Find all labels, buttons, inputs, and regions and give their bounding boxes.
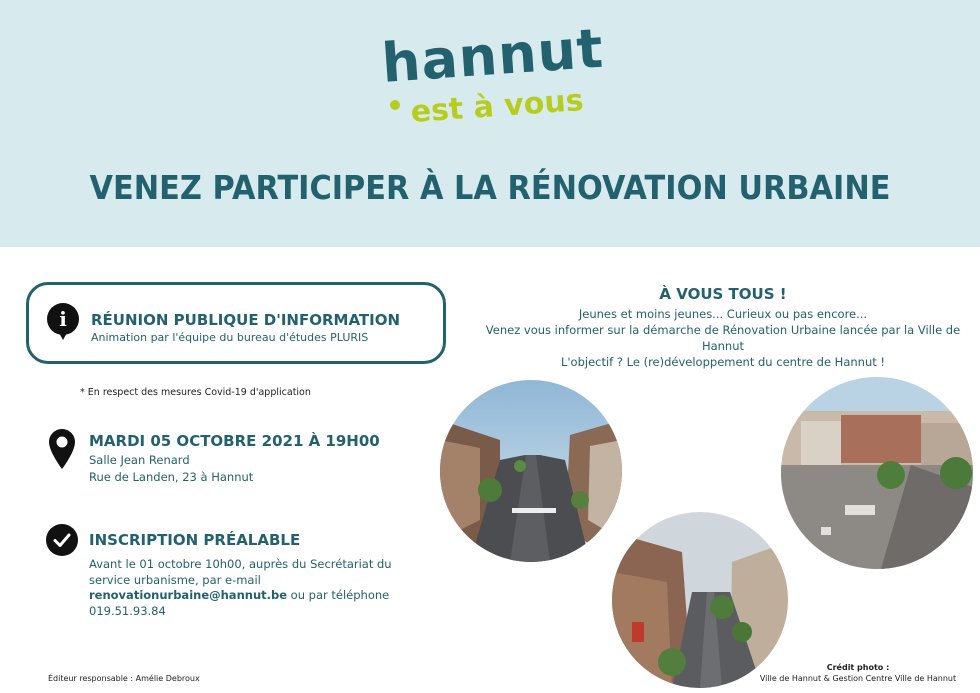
map-pin-icon: [48, 428, 76, 470]
audience-line-1: Jeunes et moins jeunes... Curieux ou pas encore...: [578, 307, 868, 321]
registration-text: [89, 557, 429, 619]
event-venue: Salle Jean Renard: [89, 453, 190, 467]
audience-line-2: Venez vous informer sur la démarche de Rénovation Urbaine lancée par la Ville de Hannut: [485, 323, 961, 353]
registration-email[interactable]: renovationurbaine@hannut.be: [89, 588, 288, 602]
photo-credit-label: Crédit photo :: [826, 663, 890, 672]
square-photo: [781, 377, 973, 569]
covid-note: * En respect des mesures Covid-19 d'application: [80, 387, 311, 398]
logo-dot: [390, 100, 400, 110]
editor-note: Éditeur responsable : Amélie Debroux: [48, 674, 200, 683]
audience-line-3: L'objectif ? Le (re)développement du centre de Hannut !: [560, 355, 886, 369]
meeting-subheading: Animation par l'équipe du bureau d'études PLURIS: [91, 331, 369, 344]
registration-heading: INSCRIPTION PRÉALABLE: [89, 531, 301, 549]
registration-text-before: Avant le 01 octobre 10h00, auprès du Secrétariat du service urbanisme, par e-mail: [89, 557, 392, 587]
page-title: VENEZ PARTICIPER À LA RÉNOVATION URBAINE: [89, 168, 891, 207]
info-icon: i: [47, 303, 79, 335]
audience-heading: À VOUS TOUS !: [659, 285, 787, 303]
meeting-heading: RÉUNION PUBLIQUE D'INFORMATION: [91, 311, 401, 329]
logo-tagline: est à vous: [409, 83, 585, 130]
registration-text-after: ou par téléphone 019.51.93.84: [89, 588, 390, 618]
street-photo: [440, 380, 622, 562]
logo-wordmark: hannut: [379, 16, 606, 95]
event-date: MARDI 05 OCTOBRE 2021 À 19H00: [89, 432, 380, 450]
audience-block: [470, 285, 976, 370]
checkmark-icon: [46, 524, 78, 556]
photo-credit: [740, 662, 976, 684]
hannut-logo: [379, 16, 606, 142]
photo-credit-value: Ville de Hannut & Gestion Centre Ville de Hannut: [759, 674, 957, 683]
header-banner: [0, 0, 980, 247]
meeting-info-box: [26, 282, 446, 364]
event-address: Rue de Landen, 23 à Hannut: [89, 470, 254, 484]
